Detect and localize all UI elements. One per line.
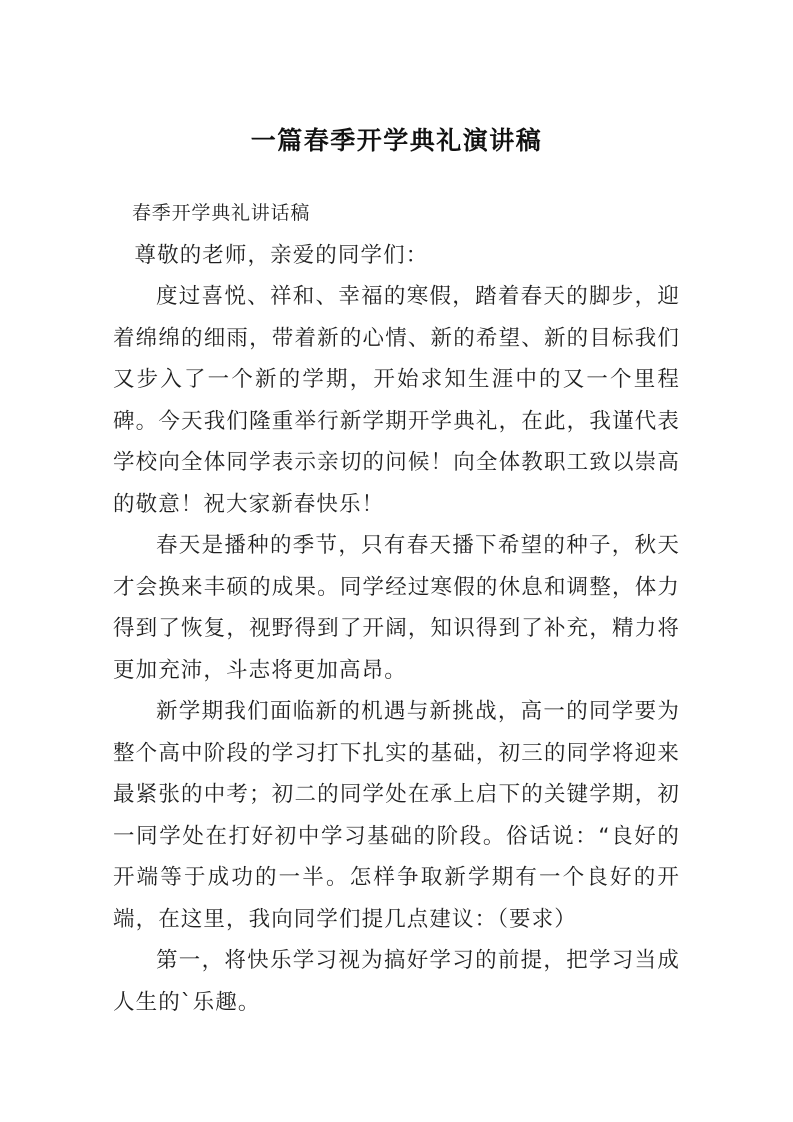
- paragraph-1: 度过喜悦、祥和、幸福的寒假，踏着春天的脚步，迎着绵绵的细雨，带着新的心情、新的希望、新的目标我们又步入了一个新的学期，开始求知生涯中的又一个里程碑。今天我们隆重举行新学期开学典礼，在此，我谨代表学校向全体同学表示亲切的问候！向全体教职工致以崇高的敬意！祝大家新春快乐！: [113, 284, 680, 517]
- salutation-line: 尊敬的老师，亲爱的同学们：: [134, 242, 429, 268]
- document-body: [113, 0, 680, 1023]
- document-content: [113, 156, 680, 1023]
- document-subtitle: 春季开学典礼讲话稿: [132, 202, 311, 224]
- page-title: 一篇春季开学典礼演讲稿: [250, 126, 543, 155]
- paragraph-2: 春天是播种的季节，只有春天播下希望的种子，秋天才会换来丰硕的成果。同学经过寒假的休息和调整，体力得到了恢复，视野得到了开阔，知识得到了补充，精力将更加充沛，斗志将更加高昂。: [113, 533, 680, 683]
- paragraph-4: 第一，将快乐学习视为搞好学习的前提，把学习当成人生的`乐趣。: [113, 948, 680, 1015]
- paragraph-3: 新学期我们面临新的机遇与新挑战，高一的同学要为整个高中阶段的学习打下扎实的基础，初三的同学将迎来最紧张的中考；初二的同学处在承上启下的关键学期，初一同学处在打好初中学习基础的阶段。俗话说：“良好的开端等于成功的一半。怎样争取新学期有一个良好的开端，在这里，我向同学们提几点建议：（要求）: [113, 699, 680, 932]
